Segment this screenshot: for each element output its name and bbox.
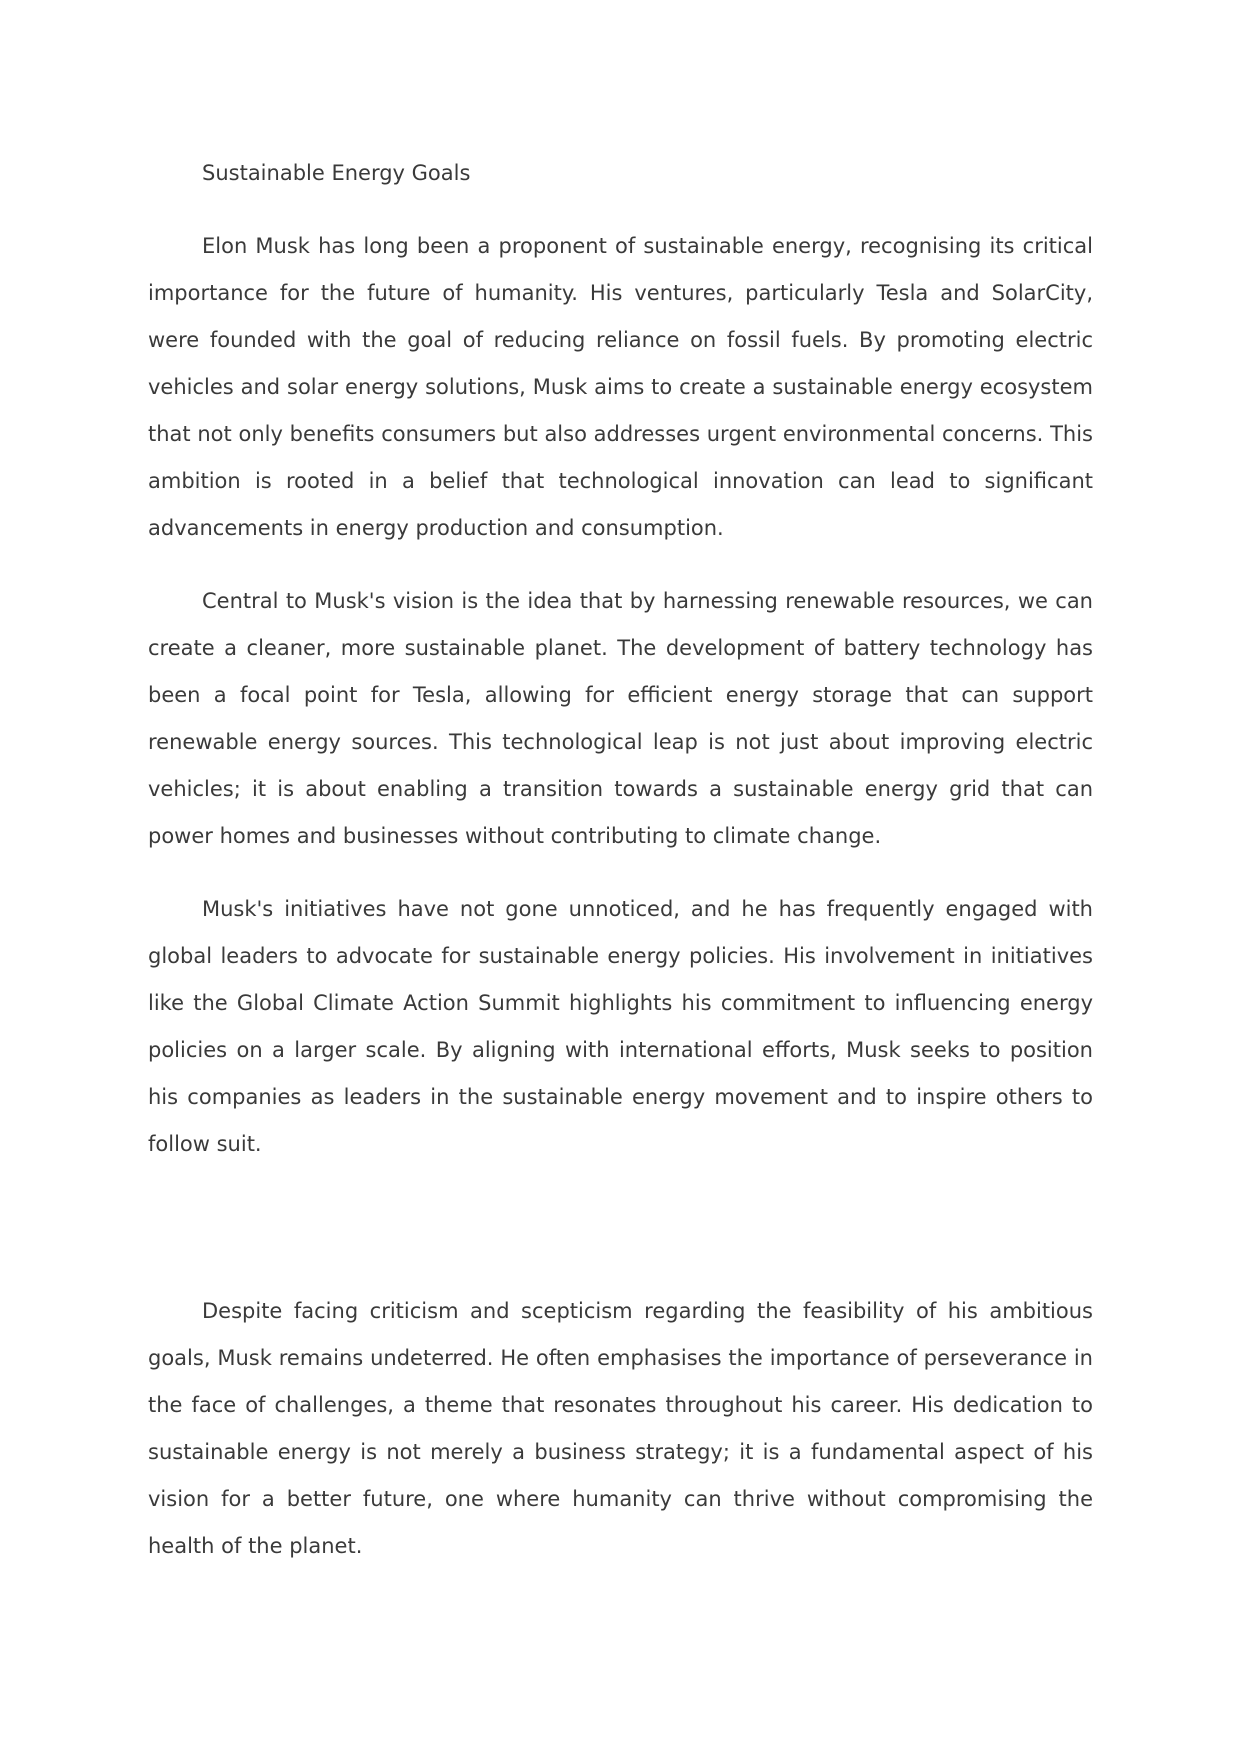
paragraph-1: Elon Musk has long been a proponent of sustainable energy, recognising its critical importance for the future of humanity. His ventures, particularly Tesla and SolarCity, were founded with the goal of reducing reliance on fossil fuels. By promoting electric vehicles and solar energy solutions, Musk aims to create a sustainable energy ecosystem that not only benefits consumers but also addresses urgent environmental concerns. This ambition is rooted in a belief that technological innovation can lead to significant advancements in energy production and consumption. (148, 234, 1093, 540)
paragraph-4: Despite facing criticism and scepticism regarding the feasibility of his ambitious goals, Musk remains undeterred. He often emphasises the importance of perseverance in the face of challenges, a theme that resonates throughout his career. His dedication to sustainable energy is not merely a business strategy; it is a fundamental aspect of his vision for a better future, one where humanity can thrive without compromising the health of the planet. (148, 1299, 1093, 1558)
paragraph-3: Musk's initiatives have not gone unnoticed, and he has frequently engaged with global leaders to advocate for sustainable energy policies. His involvement in initiatives like the Global Climate Action Summit highlights his commitment to influencing energy policies on a larger scale. By aligning with international efforts, Musk seeks to position his companies as leaders in the sustainable energy movement and to inspire others to follow suit. (148, 897, 1093, 1156)
document-title: Sustainable Energy Goals (202, 161, 471, 185)
paragraph-2: Central to Musk's vision is the idea that by harnessing renewable resources, we can create a cleaner, more sustainable planet. The development of battery technology has been a focal point for Tesla, allowing for efficient energy storage that can support renewable energy sources. This technological leap is not just about improving electric vehicles; it is about enabling a transition towards a sustainable energy grid that can power homes and businesses without contributing to climate change. (148, 589, 1093, 848)
document-body (148, 150, 1093, 1570)
